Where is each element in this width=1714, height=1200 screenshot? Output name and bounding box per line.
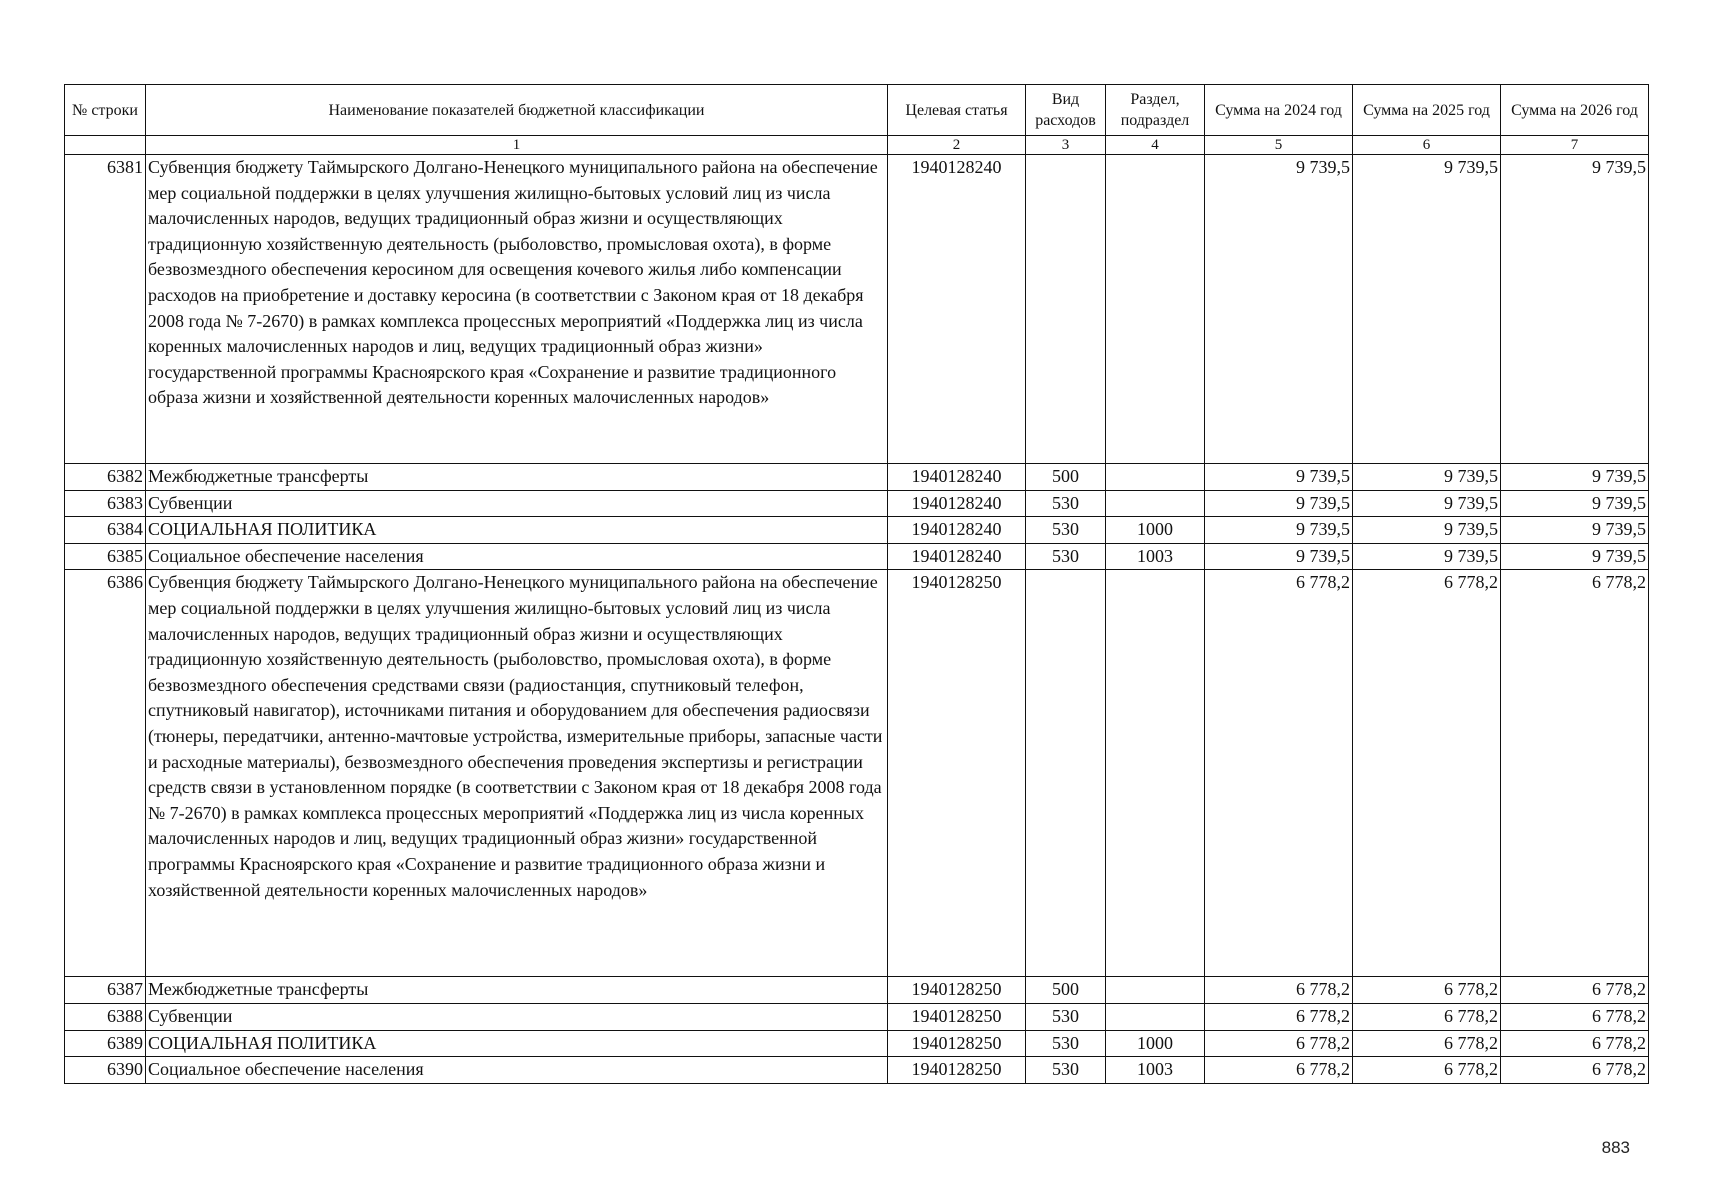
row-section <box>1106 464 1205 491</box>
row-sum-2024: 6 778,2 <box>1205 570 1353 977</box>
page-number: 883 <box>1601 1138 1630 1157</box>
row-name: Субвенция бюджету Таймырского Долгано-Ненецкого муниципального района на обеспечение мер социальной поддержки в целях улучшения жилищно-бытовых условий лиц из числа малочисленных народов, ведущих традиционный образ жизни и осуществляющих традиционную хозяйственную деятельность (рыболовство, промысловая охота), в форме безвозмездного обеспечения средствами связи (радиостанция, спутниковый телефон, спутниковый навигатор), источниками питания и оборудованием для обеспечения радиосвязи (тюнеры, передатчики, антенно-мачтовые устройства, измерительные приборы, запасные части и расходные материалы), безвозмездного обеспечения проведения экспертизы и регистрации средств связи в установленном порядке (в соответствии с Законом края от 18 декабря 2008 года № 7-2670) в рамках комплекса процессных мероприятий «Поддержка лиц из числа коренных малочисленных народов и лиц, ведущих традиционный образ жизни» государственной программы Красноярского края «Сохранение и развитие традиционного образа жизни и хозяйственной деятельности коренных малочисленных народов» <box>146 570 888 977</box>
row-expense-type: 530 <box>1026 517 1106 544</box>
row-section: 1000 <box>1106 517 1205 544</box>
row-target: 1940128240 <box>888 490 1026 517</box>
row-section: 1003 <box>1106 543 1205 570</box>
table-row <box>65 1030 1649 1057</box>
row-name: Социальное обеспечение населения <box>146 543 888 570</box>
table-row <box>65 490 1649 517</box>
row-name: Субвенции <box>146 490 888 517</box>
row-number: 6381 <box>65 155 146 464</box>
row-section: 1003 <box>1106 1057 1205 1084</box>
table-row <box>65 543 1649 570</box>
row-sum-2025: 9 739,5 <box>1353 464 1501 491</box>
column-number: 2 <box>888 136 1026 155</box>
row-sum-2024: 6 778,2 <box>1205 1030 1353 1057</box>
row-name: СОЦИАЛЬНАЯ ПОЛИТИКА <box>146 1030 888 1057</box>
table-row <box>65 517 1649 544</box>
row-expense-type: 500 <box>1026 977 1106 1004</box>
header-section: Раздел, подраздел <box>1106 85 1205 136</box>
row-target: 1940128250 <box>888 1003 1026 1030</box>
row-sum-2025: 9 739,5 <box>1353 517 1501 544</box>
row-number: 6386 <box>65 570 146 977</box>
column-number: 7 <box>1501 136 1649 155</box>
row-expense-type: 530 <box>1026 1030 1106 1057</box>
row-expense-type: 500 <box>1026 464 1106 491</box>
row-section <box>1106 1003 1205 1030</box>
row-number: 6390 <box>65 1057 146 1084</box>
row-name: Межбюджетные трансферты <box>146 977 888 1004</box>
header-expense-type: Вид расходов <box>1026 85 1106 136</box>
row-sum-2024: 6 778,2 <box>1205 1003 1353 1030</box>
table-row <box>65 977 1649 1004</box>
column-number: 6 <box>1353 136 1501 155</box>
row-sum-2025: 6 778,2 <box>1353 977 1501 1004</box>
header-sum-2026: Сумма на 2026 год <box>1501 85 1649 136</box>
row-name: Социальное обеспечение населения <box>146 1057 888 1084</box>
row-target: 1940128250 <box>888 977 1026 1004</box>
row-sum-2024: 9 739,5 <box>1205 464 1353 491</box>
row-section <box>1106 570 1205 977</box>
row-name: Межбюджетные трансферты <box>146 464 888 491</box>
row-sum-2026: 6 778,2 <box>1501 570 1649 977</box>
row-sum-2025: 9 739,5 <box>1353 490 1501 517</box>
row-target: 1940128240 <box>888 517 1026 544</box>
row-sum-2024: 6 778,2 <box>1205 1057 1353 1084</box>
table-row <box>65 570 1649 977</box>
table-row <box>65 155 1649 464</box>
row-sum-2024: 9 739,5 <box>1205 517 1353 544</box>
row-number: 6382 <box>65 464 146 491</box>
header-name: Наименование показателей бюджетной классификации <box>146 85 888 136</box>
row-sum-2026: 6 778,2 <box>1501 977 1649 1004</box>
row-section <box>1106 490 1205 517</box>
column-number: 4 <box>1106 136 1205 155</box>
row-sum-2026: 9 739,5 <box>1501 490 1649 517</box>
table-row <box>65 1003 1649 1030</box>
row-expense-type: 530 <box>1026 1057 1106 1084</box>
row-number: 6388 <box>65 1003 146 1030</box>
row-expense-type: 530 <box>1026 490 1106 517</box>
header-row-no: № строки <box>65 85 146 136</box>
row-name: Субвенции <box>146 1003 888 1030</box>
row-number: 6387 <box>65 977 146 1004</box>
row-target: 1940128240 <box>888 155 1026 464</box>
row-sum-2024: 9 739,5 <box>1205 490 1353 517</box>
column-number: 3 <box>1026 136 1106 155</box>
row-expense-type <box>1026 570 1106 977</box>
row-expense-type: 530 <box>1026 543 1106 570</box>
row-name: Субвенция бюджету Таймырского Долгано-Ненецкого муниципального района на обеспечение мер социальной поддержки в целях улучшения жилищно-бытовых условий лиц из числа малочисленных народов, ведущих традиционный образ жизни и осуществляющих традиционную хозяйственную деятельность (рыболовство, промысловая охота), в форме безвозмездного обеспечения керосином для освещения кочевого жилья либо компенсации расходов на приобретение и доставку керосина (в соответствии с Законом края от 18 декабря 2008 года № 7-2670) в рамках комплекса процессных мероприятий «Поддержка лиц из числа коренных малочисленных народов и лиц, ведущих традиционный образ жизни» государственной программы Красноярского края «Сохранение и развитие традиционного образа жизни и хозяйственной деятельности коренных малочисленных народов» <box>146 155 888 464</box>
row-sum-2024: 9 739,5 <box>1205 155 1353 464</box>
table-row <box>65 464 1649 491</box>
row-target: 1940128250 <box>888 570 1026 977</box>
row-section <box>1106 977 1205 1004</box>
row-section: 1000 <box>1106 1030 1205 1057</box>
row-sum-2025: 6 778,2 <box>1353 1030 1501 1057</box>
row-sum-2025: 6 778,2 <box>1353 570 1501 977</box>
row-section <box>1106 155 1205 464</box>
row-sum-2025: 9 739,5 <box>1353 543 1501 570</box>
row-target: 1940128250 <box>888 1057 1026 1084</box>
column-number-blank <box>65 136 146 155</box>
row-target: 1940128240 <box>888 464 1026 491</box>
row-sum-2025: 6 778,2 <box>1353 1057 1501 1084</box>
row-sum-2025: 6 778,2 <box>1353 1003 1501 1030</box>
header-sum-2025: Сумма на 2025 год <box>1353 85 1501 136</box>
row-expense-type: 530 <box>1026 1003 1106 1030</box>
row-name: СОЦИАЛЬНАЯ ПОЛИТИКА <box>146 517 888 544</box>
row-sum-2026: 6 778,2 <box>1501 1057 1649 1084</box>
row-sum-2024: 9 739,5 <box>1205 543 1353 570</box>
row-sum-2026: 9 739,5 <box>1501 155 1649 464</box>
row-target: 1940128250 <box>888 1030 1026 1057</box>
row-target: 1940128240 <box>888 543 1026 570</box>
row-sum-2026: 6 778,2 <box>1501 1003 1649 1030</box>
row-sum-2026: 9 739,5 <box>1501 543 1649 570</box>
column-number-row <box>65 136 1649 155</box>
header-target: Целевая статья <box>888 85 1026 136</box>
budget-table <box>64 84 1649 1084</box>
row-sum-2026: 9 739,5 <box>1501 464 1649 491</box>
header-sum-2024: Сумма на 2024 год <box>1205 85 1353 136</box>
row-sum-2026: 6 778,2 <box>1501 1030 1649 1057</box>
row-sum-2025: 9 739,5 <box>1353 155 1501 464</box>
column-number: 1 <box>146 136 888 155</box>
column-number: 5 <box>1205 136 1353 155</box>
header-row <box>65 85 1649 136</box>
row-sum-2026: 9 739,5 <box>1501 517 1649 544</box>
table-row <box>65 1057 1649 1084</box>
row-number: 6385 <box>65 543 146 570</box>
row-number: 6389 <box>65 1030 146 1057</box>
row-sum-2024: 6 778,2 <box>1205 977 1353 1004</box>
row-number: 6384 <box>65 517 146 544</box>
row-number: 6383 <box>65 490 146 517</box>
row-expense-type <box>1026 155 1106 464</box>
